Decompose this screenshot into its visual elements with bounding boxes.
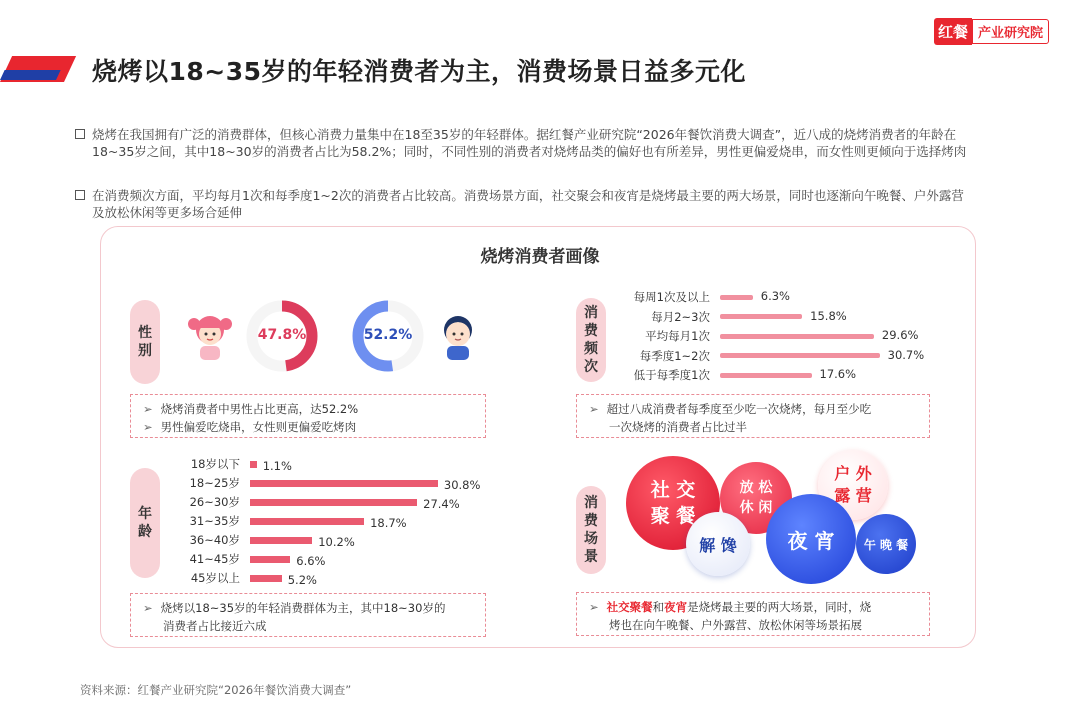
- square-bullet-icon: [75, 190, 85, 200]
- data-source: 资料来源：红餐产业研究院“2026年餐饮消费大调查”: [80, 683, 352, 697]
- gender-note-line-1: ➢ 烧烤消费者中男性占比更高，达52.2%: [143, 402, 359, 416]
- frequency-value-label: 15.8%: [810, 308, 847, 323]
- frequency-note-line-2: 一次烧烤的消费者占比过半: [609, 420, 747, 434]
- age-value-label: 30.8%: [443, 478, 481, 492]
- header-accent-blue: [0, 70, 61, 80]
- age-bar: [250, 499, 417, 506]
- bubble-snack: 解 馋: [686, 512, 750, 576]
- age-value-label: 10.2%: [318, 535, 355, 549]
- male-avatar-icon: [438, 312, 478, 362]
- paragraph-1: 烧烤在我国拥有广泛的消费群体，但核心消费力量集中在18至35岁的年轻群体。据红餐产业研究院“2026年餐饮消费大调查”，近八成的烧烤消费者的年龄在18~35岁之间，其中18~30岁的消费者占比为58.2%；同时，不同性别的消费者对烧烤品类的偏好也有所差异，男性更偏爱烧串，而女性则更倾向于选择烤肉: [92, 126, 972, 160]
- bubble-lunch-dinner: 午 晚 餐: [856, 514, 916, 574]
- age-value-label: 18.7%: [370, 516, 407, 530]
- age-category-label: 45岁以上: [190, 571, 240, 585]
- age-note-line-2: 消费者占比接近六成: [163, 619, 267, 633]
- paragraph-2: 在消费频次方面，平均每月1次和每季度1~2次的消费者占比较高。消费场景方面，社交聚会和夜宵是烧烤最主要的两大场景，同时也逐渐向午晚餐、户外露营及放松休闲等更多场合延伸: [92, 187, 972, 221]
- card-title: 烧烤消费者画像: [480, 247, 600, 267]
- bubble-late-night-snack: 夜 宵: [766, 494, 856, 584]
- scene-label: 消 费 场 景: [576, 486, 606, 574]
- age-note-line-1: ➢ 烧烤以18~35岁的年轻消费群体为主，其中18~30岁的: [143, 601, 446, 615]
- scene-note-line-1: ➢ 社交聚餐和夜宵是烧烤最主要的两大场景，同时，烧: [589, 600, 872, 614]
- arrow-icon: ➢: [589, 402, 599, 416]
- frequency-note: [576, 394, 930, 438]
- arrow-icon: ➢: [143, 420, 153, 434]
- age-value-label: 27.4%: [423, 497, 460, 511]
- frequency-bar: [720, 314, 802, 319]
- bubble-social-dining: 社 交 聚 餐: [626, 456, 720, 550]
- frequency-value-label: 6.3%: [760, 289, 790, 303]
- age-note: [130, 593, 486, 637]
- age-value-label: 5.2%: [287, 573, 317, 587]
- female-avatar-icon: [188, 310, 232, 362]
- age-category-label: 31~35岁: [189, 514, 240, 528]
- frequency-bar: [720, 295, 753, 300]
- gender-note: [130, 394, 486, 438]
- age-bar: [250, 575, 282, 582]
- age-bar: [250, 556, 290, 563]
- frequency-value-label: 29.6%: [881, 328, 919, 342]
- frequency-bar: [720, 334, 874, 339]
- arrow-icon: ➢: [143, 402, 153, 416]
- frequency-category-label: 每季度1~2次: [639, 348, 710, 363]
- scene-note-line-2: 烤也在向午晚餐、户外露营、放松休闲等场景拓展: [609, 618, 862, 632]
- age-label: 年 龄: [130, 468, 160, 578]
- logo-brand: 红餐: [934, 18, 972, 45]
- age-bar: [250, 461, 257, 468]
- frequency-category-label: 平均每月1次: [645, 329, 710, 343]
- page-title: 烧烤以18~35岁的年轻消费者为主，消费场景日益多元化: [92, 57, 747, 86]
- frequency-label: 消 费 频 次: [576, 298, 606, 382]
- age-bar: [250, 480, 438, 487]
- age-category-label: 18~25岁: [189, 476, 240, 490]
- male-share-value: 52.2%: [363, 327, 413, 343]
- frequency-value-label: 30.7%: [887, 347, 925, 362]
- scene-note: [576, 592, 930, 636]
- frequency-bar: [720, 373, 812, 378]
- frequency-bar: [720, 353, 880, 358]
- age-category-label: 26~30岁: [189, 495, 240, 509]
- bubble-outdoor-camping: 户 外 露 营: [818, 450, 888, 520]
- frequency-category-label: 每周1次及以上: [633, 290, 710, 304]
- age-value-label: 6.6%: [296, 554, 326, 568]
- age-bar: [250, 537, 312, 544]
- age-category-label: 18岁以下: [190, 457, 240, 471]
- gender-label: 性 别: [130, 300, 160, 384]
- bubble-relax: 放 松 休 闲: [720, 462, 792, 534]
- arrow-icon: ➢: [589, 600, 599, 614]
- age-value-label: 1.1%: [262, 459, 292, 473]
- age-category-label: 36~40岁: [189, 533, 240, 547]
- frequency-category-label: 低于每季度1次: [633, 368, 710, 382]
- square-bullet-icon: [75, 129, 85, 139]
- frequency-value-label: 17.6%: [819, 367, 857, 381]
- frequency-note-line-1: ➢ 超过八成消费者每季度至少吃一次烧烤，每月至少吃: [589, 402, 872, 416]
- female-share-value: 47.8%: [257, 327, 307, 343]
- frequency-category-label: 每月2~3次: [651, 309, 710, 324]
- arrow-icon: ➢: [143, 601, 153, 615]
- brand-logo: [934, 18, 1049, 44]
- gender-note-line-2: ➢ 男性偏爱吃烧串，女性则更偏爱吃烤肉: [143, 420, 357, 434]
- age-category-label: 41~45岁: [189, 552, 240, 566]
- age-bar: [250, 518, 364, 525]
- logo-sub: 产业研究院: [972, 19, 1049, 44]
